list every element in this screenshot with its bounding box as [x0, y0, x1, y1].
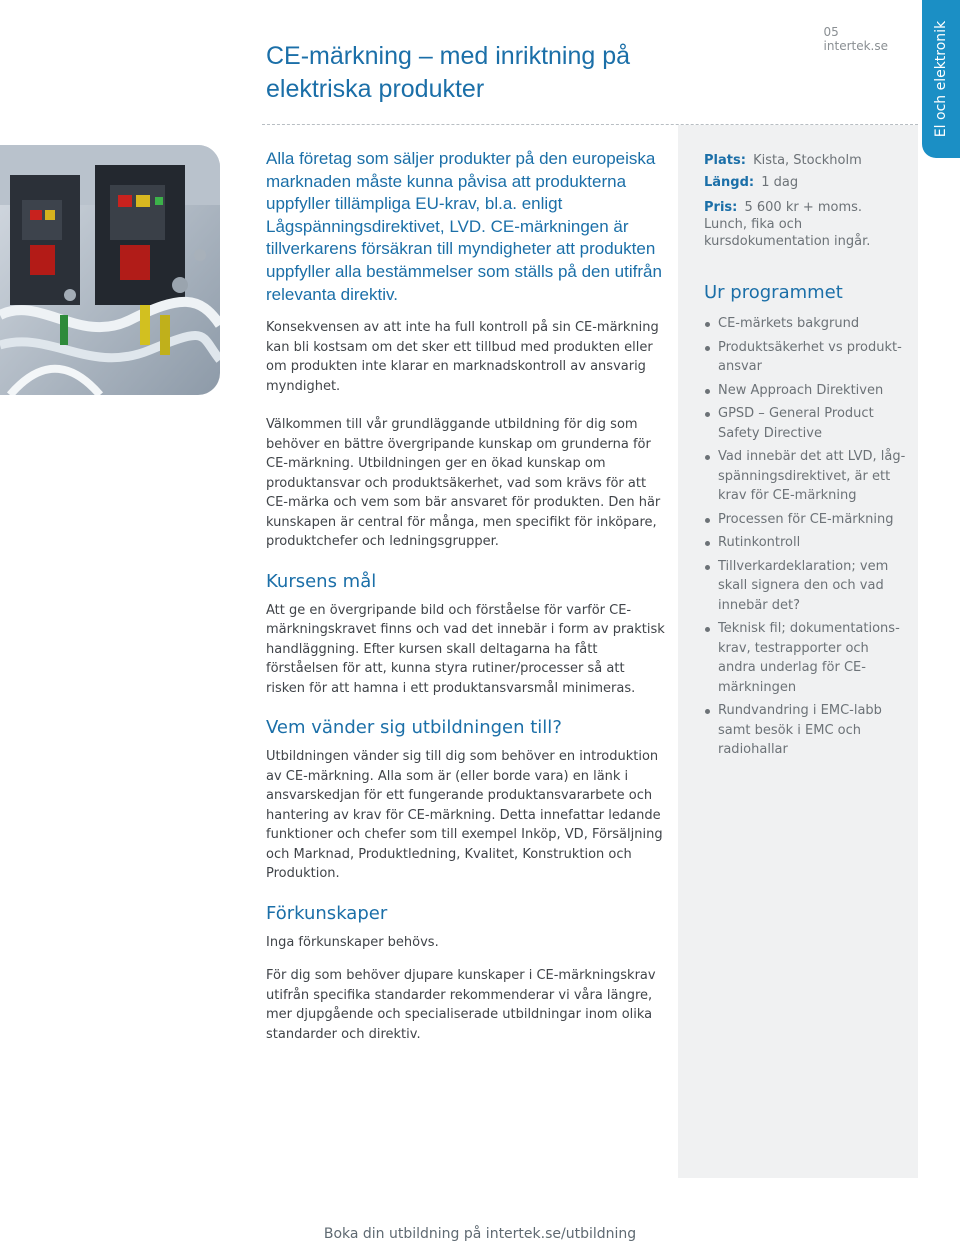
program-item: Teknisk fil; dokumentations-krav, testrapporter och andra underlag för CE-märkningen: [704, 619, 908, 697]
length-line: [704, 172, 908, 194]
prereq-heading: Förkunskaper: [266, 902, 388, 924]
section-tab: [922, 0, 960, 158]
audience-text: Utbildningen vänder sig till dig som behöver en introduktion av CE-märkning. Alla som är (eller borde vara) en länk i ansvarskedjan för ett fungerande produktansvararbete och hantering av krav för CE-märkning. Detta innefattar ledande funktioner och chefer som till exempel Inköp, VD, Försäljning och Marknad, Produktledning, Kvalitet, Konstruktion och Produktion.: [266, 749, 663, 881]
length-label: Längd:: [704, 175, 755, 190]
program-item: Processen för CE-märkning: [704, 510, 908, 530]
welcome-paragraph: Välkommen till vår grundläggande utbildning för dig som behöver en bättre övergripande kunskap om grunderna för CE-märkning. Utbildningen ger en ökad kunskap om produktansvar och produktsäkerhet, vad som krävs för att CE-märka och vem som bär ansvaret för produkten. Den här kunskapen är central för många, men specifikt för inköpare, produktchefer och ledningsgrupper.: [266, 417, 661, 549]
site-url: intertek.se: [823, 39, 888, 53]
lead-paragraph: Alla företag som säljer produkter på den europeiska marknaden måste kunna påvisa att produkterna uppfyller tillämpliga EU-krav, bl.a. enligt Lågspänningsdirektivet, LVD. CE-märkningen är tillverkarens försäkran till myndigheter att produkten uppfyller alla bestämmelser som ställs på den utifrån relevanta direktiv.: [266, 149, 662, 304]
product-photo: [0, 145, 220, 395]
intro-paragraph: Konsekvensen av att inte ha full kontroll på sin CE-märkning kan bli kostsam om det sker ett tillbud med produkten eller om produkten inte klarar en marknadskontroll av ansvarig myndighet.: [266, 320, 659, 394]
booking-footer: Boka din utbildning på intertek.se/utbildning: [323, 1226, 637, 1242]
program-item: Vad innebär det att LVD, låg-spänningsdirektivet, är ett krav för CE-märkning: [704, 447, 908, 506]
audience-heading: Vem vänder sig utbildningen till?: [266, 717, 562, 738]
location-value: Kista, Stockholm: [753, 153, 862, 168]
page-title: CE-märkning – med inriktning på elektriska produkter: [266, 42, 631, 103]
price-label: Pris:: [704, 200, 738, 215]
page-number: 05: [823, 25, 839, 39]
program-list: [704, 314, 908, 760]
extra-text: För dig som behöver djupare kunskaper i CE-märkningskrav utifrån specifika standarder rekommenderar vi våra längre, mer djupgående och specialiserade utbildningar inom olika standarder och direktiv.: [266, 968, 656, 1042]
program-item: Rutinkontroll: [704, 533, 908, 553]
course-info-sidebar: [704, 150, 908, 764]
goal-heading: Kursens mål: [266, 570, 377, 592]
goal-text: Att ge en övergripande bild och förståelse för varför CE-märkningskravet finns och vad det innebär i form av praktisk handläggning. Efter kursen skall deltagarna ha fått förståelsen för att, kunna styra rutiner/processer så att risken för att hamna i ett produktansvarsmål minimeras.: [266, 602, 665, 696]
prereq-text: Inga förkunskaper behövs.: [266, 934, 439, 950]
program-heading: Ur programmet: [704, 282, 843, 303]
program-item: Tillverkardeklaration; vem skall signera den och vad innebär det?: [704, 557, 908, 616]
program-item: GPSD – General Product Safety Directive: [704, 404, 908, 443]
location-label: Plats:: [704, 153, 746, 168]
length-value: 1 dag: [761, 175, 799, 190]
section-tab-label: El och elektronik: [933, 20, 949, 138]
program-item: Produktsäkerhet vs produkt-ansvar: [704, 338, 908, 377]
program-item: New Approach Direktiven: [704, 381, 908, 401]
main-content: [266, 318, 666, 1063]
program-item: CE-märkets bakgrund: [704, 314, 908, 334]
program-item: Rundvandring i EMC-labb samt besök i EMC och radiohallar: [704, 701, 908, 760]
price-line: [704, 199, 908, 250]
price-value: 5 600 kr + moms. Lunch, fika och kursdokumentation ingår.: [704, 200, 871, 249]
location-line: [704, 150, 908, 172]
page-number-block: [824, 25, 888, 53]
